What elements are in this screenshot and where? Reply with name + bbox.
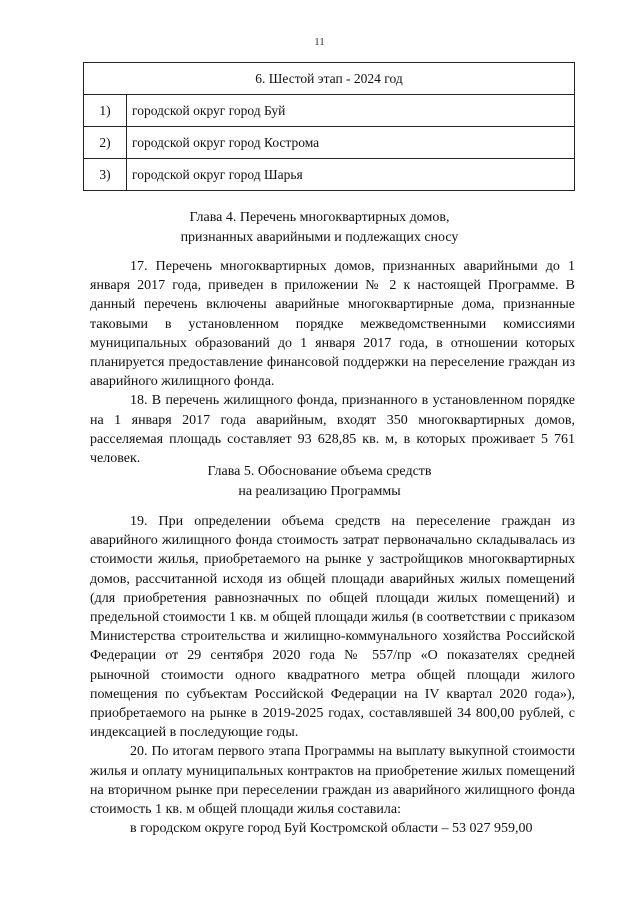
municipality-name: городской округ город Кострома <box>127 127 575 159</box>
chapter-5-title-line2: на реализацию Программы <box>238 484 401 499</box>
row-number: 1) <box>84 95 127 127</box>
chapter-4-heading <box>0 208 639 248</box>
municipality-name: городской округ город Буй <box>127 95 575 127</box>
stage-table <box>83 62 575 191</box>
table-row <box>84 95 575 127</box>
municipality-name: городской округ город Шарья <box>127 159 575 191</box>
table-row <box>84 127 575 159</box>
chapter-4-title-line2: признанных аварийными и подлежащих сносу <box>180 230 459 245</box>
chapter-5-title-line1: Глава 5. Обоснование объема средств <box>207 464 432 479</box>
stage-table-header-row <box>84 63 575 95</box>
chapter-4-body <box>90 257 575 468</box>
table-row <box>84 159 575 191</box>
row-number: 3) <box>84 159 127 191</box>
chapter-5-body <box>90 512 575 838</box>
paragraph-18: 18. В перечень жилищного фонда, признанного в установленном порядке на 1 января 2017 года аварийным, входят 350 многоквартирных домов, расселяемая площадь составляет 93 628,85 кв. м, в которых проживает 5 761 человек. <box>90 393 575 467</box>
page-number: 11 <box>314 36 325 48</box>
paragraph-20: 20. По итогам первого этапа Программы на выплату выкупной стоимости жилья и оплату муниципальных контрактов на приобретение жилых помещений на вторичном рынке при переселении граждан из аварийного жилищного фонда стоимость 1 кв. м общей площади жилья составила: <box>90 744 575 818</box>
stage-header: 6. Шестой этап - 2024 год <box>84 63 575 95</box>
chapter-4-title-line1: Глава 4. Перечень многоквартирных домов, <box>189 210 450 225</box>
paragraph-20-item: в городском округе город Буй Костромской области – 53 027 959,00 <box>130 821 533 837</box>
chapter-5-heading <box>0 462 639 502</box>
paragraph-17: 17. Перечень многоквартирных домов, признанных аварийными до 1 января 2017 года, приведен в приложении № 2 к настоящей Программе. В данный перечень включены аварийные многоквартирные дома, признанные таковыми в установленном порядке межведомственными комиссиями муниципальных образований до 1 января 2017 года, в отношении которых планируется предоставление финансовой поддержки на переселение граждан из аварийного жилищного фонда. <box>90 259 575 390</box>
paragraph-19: 19. При определении объема средств на переселение граждан из аварийного жилищного фонда стоимость затрат первоначально складывалась из стоимости жилья, приобретаемого на рынке у застройщиков многоквартирных домов, рассчитанной исходя из общей площади аварийных жилых помещений (для приобретения равнозначных по общей площади жилых помещений) и предельной стоимости 1 кв. м общей площади жилья (в соответствии с приказом Министерства строительства и жилищно-коммунального хозяйства Российской Федерации от 29 сентября 2020 года № 557/пр «О показателях средней рыночной стоимости одного квадратного метра общей площади жилого помещения по субъектам Российской Федерации на IV квартал 2020 года»), приобретаемого на рынке в 2019-2025 годах, составлявшей 34 800,00 рублей, с индексацией в последующие годы. <box>90 514 575 741</box>
row-number: 2) <box>84 127 127 159</box>
